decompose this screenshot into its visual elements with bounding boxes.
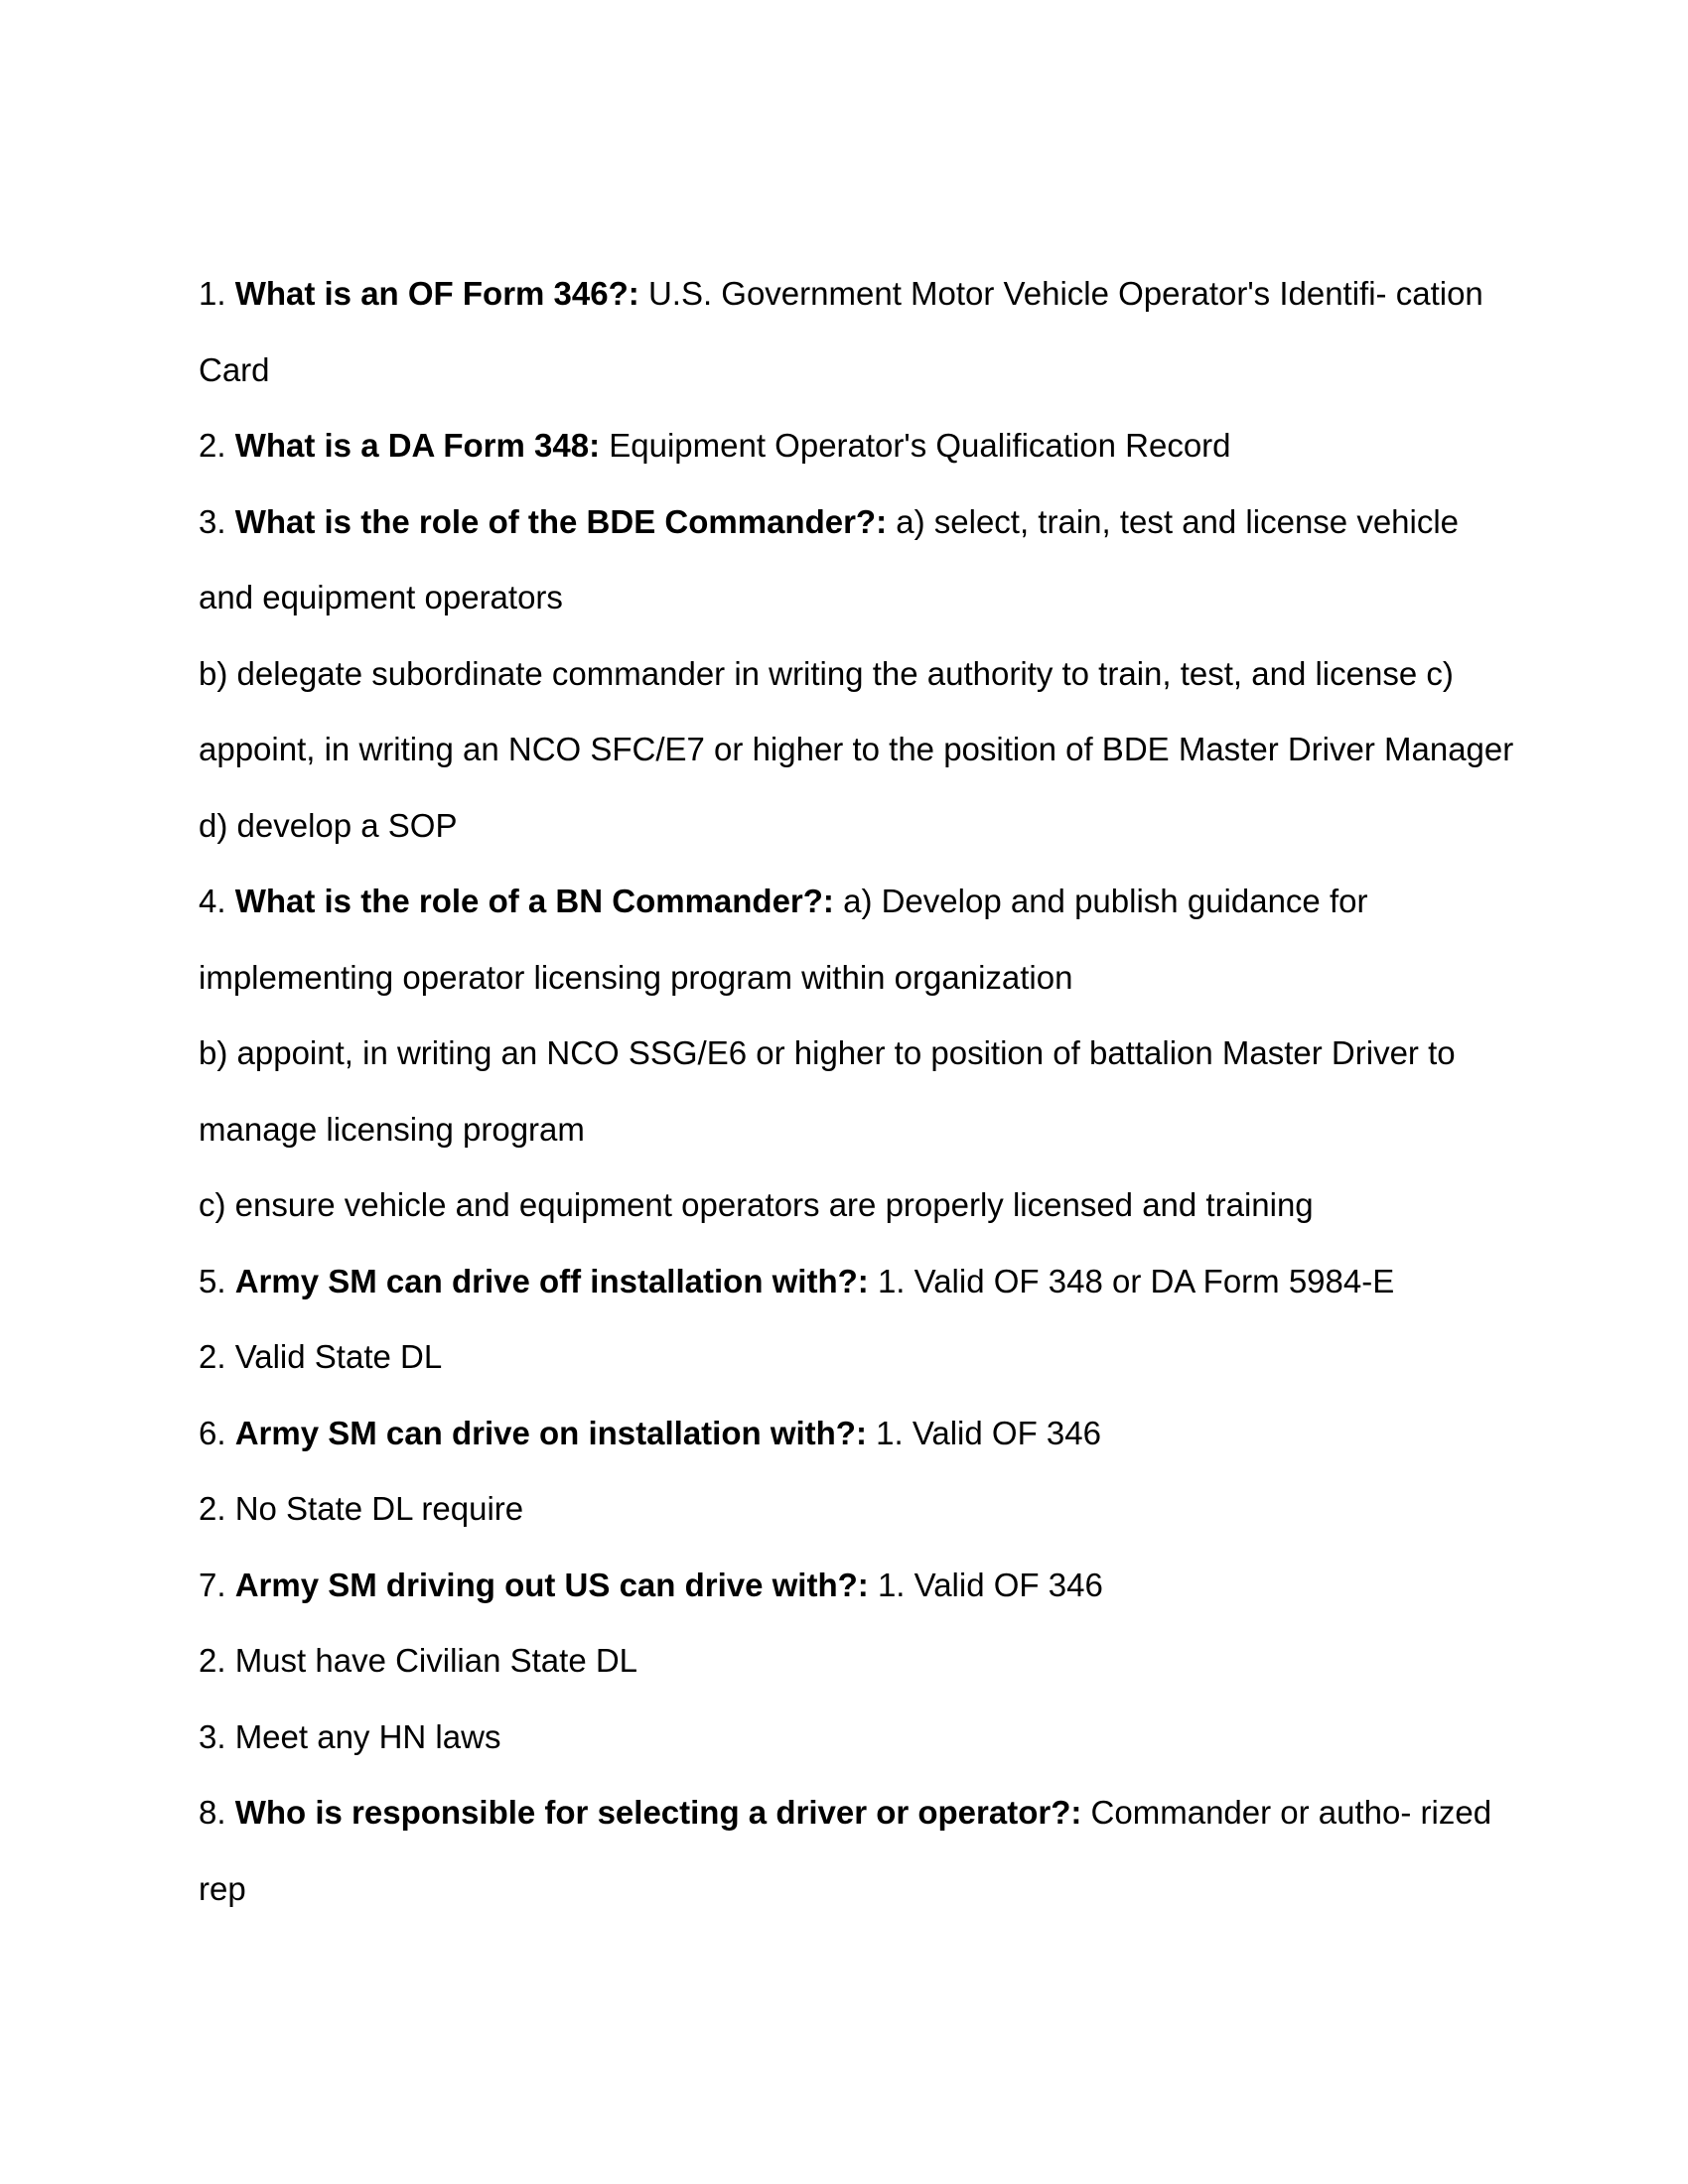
answer-continuation: d) develop a SOP xyxy=(199,806,458,844)
qa-list xyxy=(199,256,1514,1927)
qa-item-7-first-line xyxy=(199,1548,1489,1624)
answer-text: 1. Valid OF 348 or DA Form 5984-E xyxy=(877,1262,1395,1299)
answer-text: a) select, train, test and license vehicle xyxy=(896,502,1460,540)
answer-continuation: manage licensing program xyxy=(199,1110,585,1148)
qa-item-8-first-line xyxy=(199,1775,1492,1851)
qa-item-5-first-line xyxy=(199,1244,1489,1320)
answer-continuation: rep xyxy=(199,1869,246,1907)
question-text: What is a DA Form 348: xyxy=(234,427,601,464)
question-text: Army SM can drive on installation with?: xyxy=(234,1414,867,1451)
qa-item-2-first-line xyxy=(199,408,1489,484)
answer-text: U.S. Government Motor Vehicle Operator's Identifi- cation xyxy=(647,275,1483,312)
qa-item-6 xyxy=(199,1396,1489,1548)
item-number: 7. xyxy=(199,1566,226,1603)
item-number: 6. xyxy=(199,1414,226,1451)
answer-continuation: 2. No State DL require xyxy=(199,1490,524,1527)
question-text: What is the role of a BN Commander?: xyxy=(234,883,834,919)
qa-item-3 xyxy=(199,484,1514,865)
qa-item-7 xyxy=(199,1548,1489,1776)
answer-continuation: c) ensure vehicle and equipment operators are properly licensed and training xyxy=(199,1186,1314,1223)
item-number: 8. xyxy=(199,1794,226,1831)
answer-continuation: b) delegate subordinate commander in writing the authority to train, test, and license c) xyxy=(199,654,1454,692)
answer-continuation: and equipment operators xyxy=(199,579,563,615)
qa-item-5 xyxy=(199,1244,1489,1396)
qa-item-4 xyxy=(199,864,1489,1244)
qa-item-2 xyxy=(199,408,1489,484)
answer-text: Equipment Operator's Qualification Record xyxy=(609,427,1231,464)
answer-continuation: implementing operator licensing program within organization xyxy=(199,958,1073,996)
answer-continuation: 2. Valid State DL xyxy=(199,1338,443,1375)
answer-continuation: b) appoint, in writing an NCO SSG/E6 or higher to position of battalion Master Driver to xyxy=(199,1034,1456,1071)
item-number: 4. xyxy=(199,883,226,919)
item-number: 1. xyxy=(199,275,226,312)
answer-continuation: Card xyxy=(199,350,270,388)
qa-item-8 xyxy=(199,1775,1492,1927)
item-number: 2. xyxy=(199,427,226,464)
qa-item-3-first-line xyxy=(199,484,1489,561)
question-text: What is an OF Form 346?: xyxy=(234,275,639,312)
answer-continuation: 2. Must have Civilian State DL xyxy=(199,1642,638,1679)
qa-item-1-first-line xyxy=(199,256,1489,333)
answer-text: 1. Valid OF 346 xyxy=(876,1414,1101,1451)
question-text: Army SM driving out US can drive with?: xyxy=(234,1566,869,1603)
item-number: 5. xyxy=(199,1262,226,1299)
question-text: What is the role of the BDE Commander?: xyxy=(234,502,888,540)
answer-continuation: appoint, in writing an NCO SFC/E7 or higher to the position of BDE Master Driver Manager xyxy=(199,731,1514,767)
answer-text: Commander or autho- rized xyxy=(1090,1794,1492,1831)
qa-item-6-first-line xyxy=(199,1396,1489,1472)
question-text: Army SM can drive off installation with?: xyxy=(234,1262,869,1299)
qa-item-1 xyxy=(199,256,1489,408)
answer-text: 1. Valid OF 346 xyxy=(877,1566,1103,1603)
answer-continuation: 3. Meet any HN laws xyxy=(199,1717,501,1755)
question-text: Who is responsible for selecting a driver or operator?: xyxy=(234,1794,1082,1831)
answer-text: a) Develop and publish guidance for xyxy=(843,883,1368,919)
qa-item-4-first-line xyxy=(199,864,1489,940)
item-number: 3. xyxy=(199,502,226,540)
